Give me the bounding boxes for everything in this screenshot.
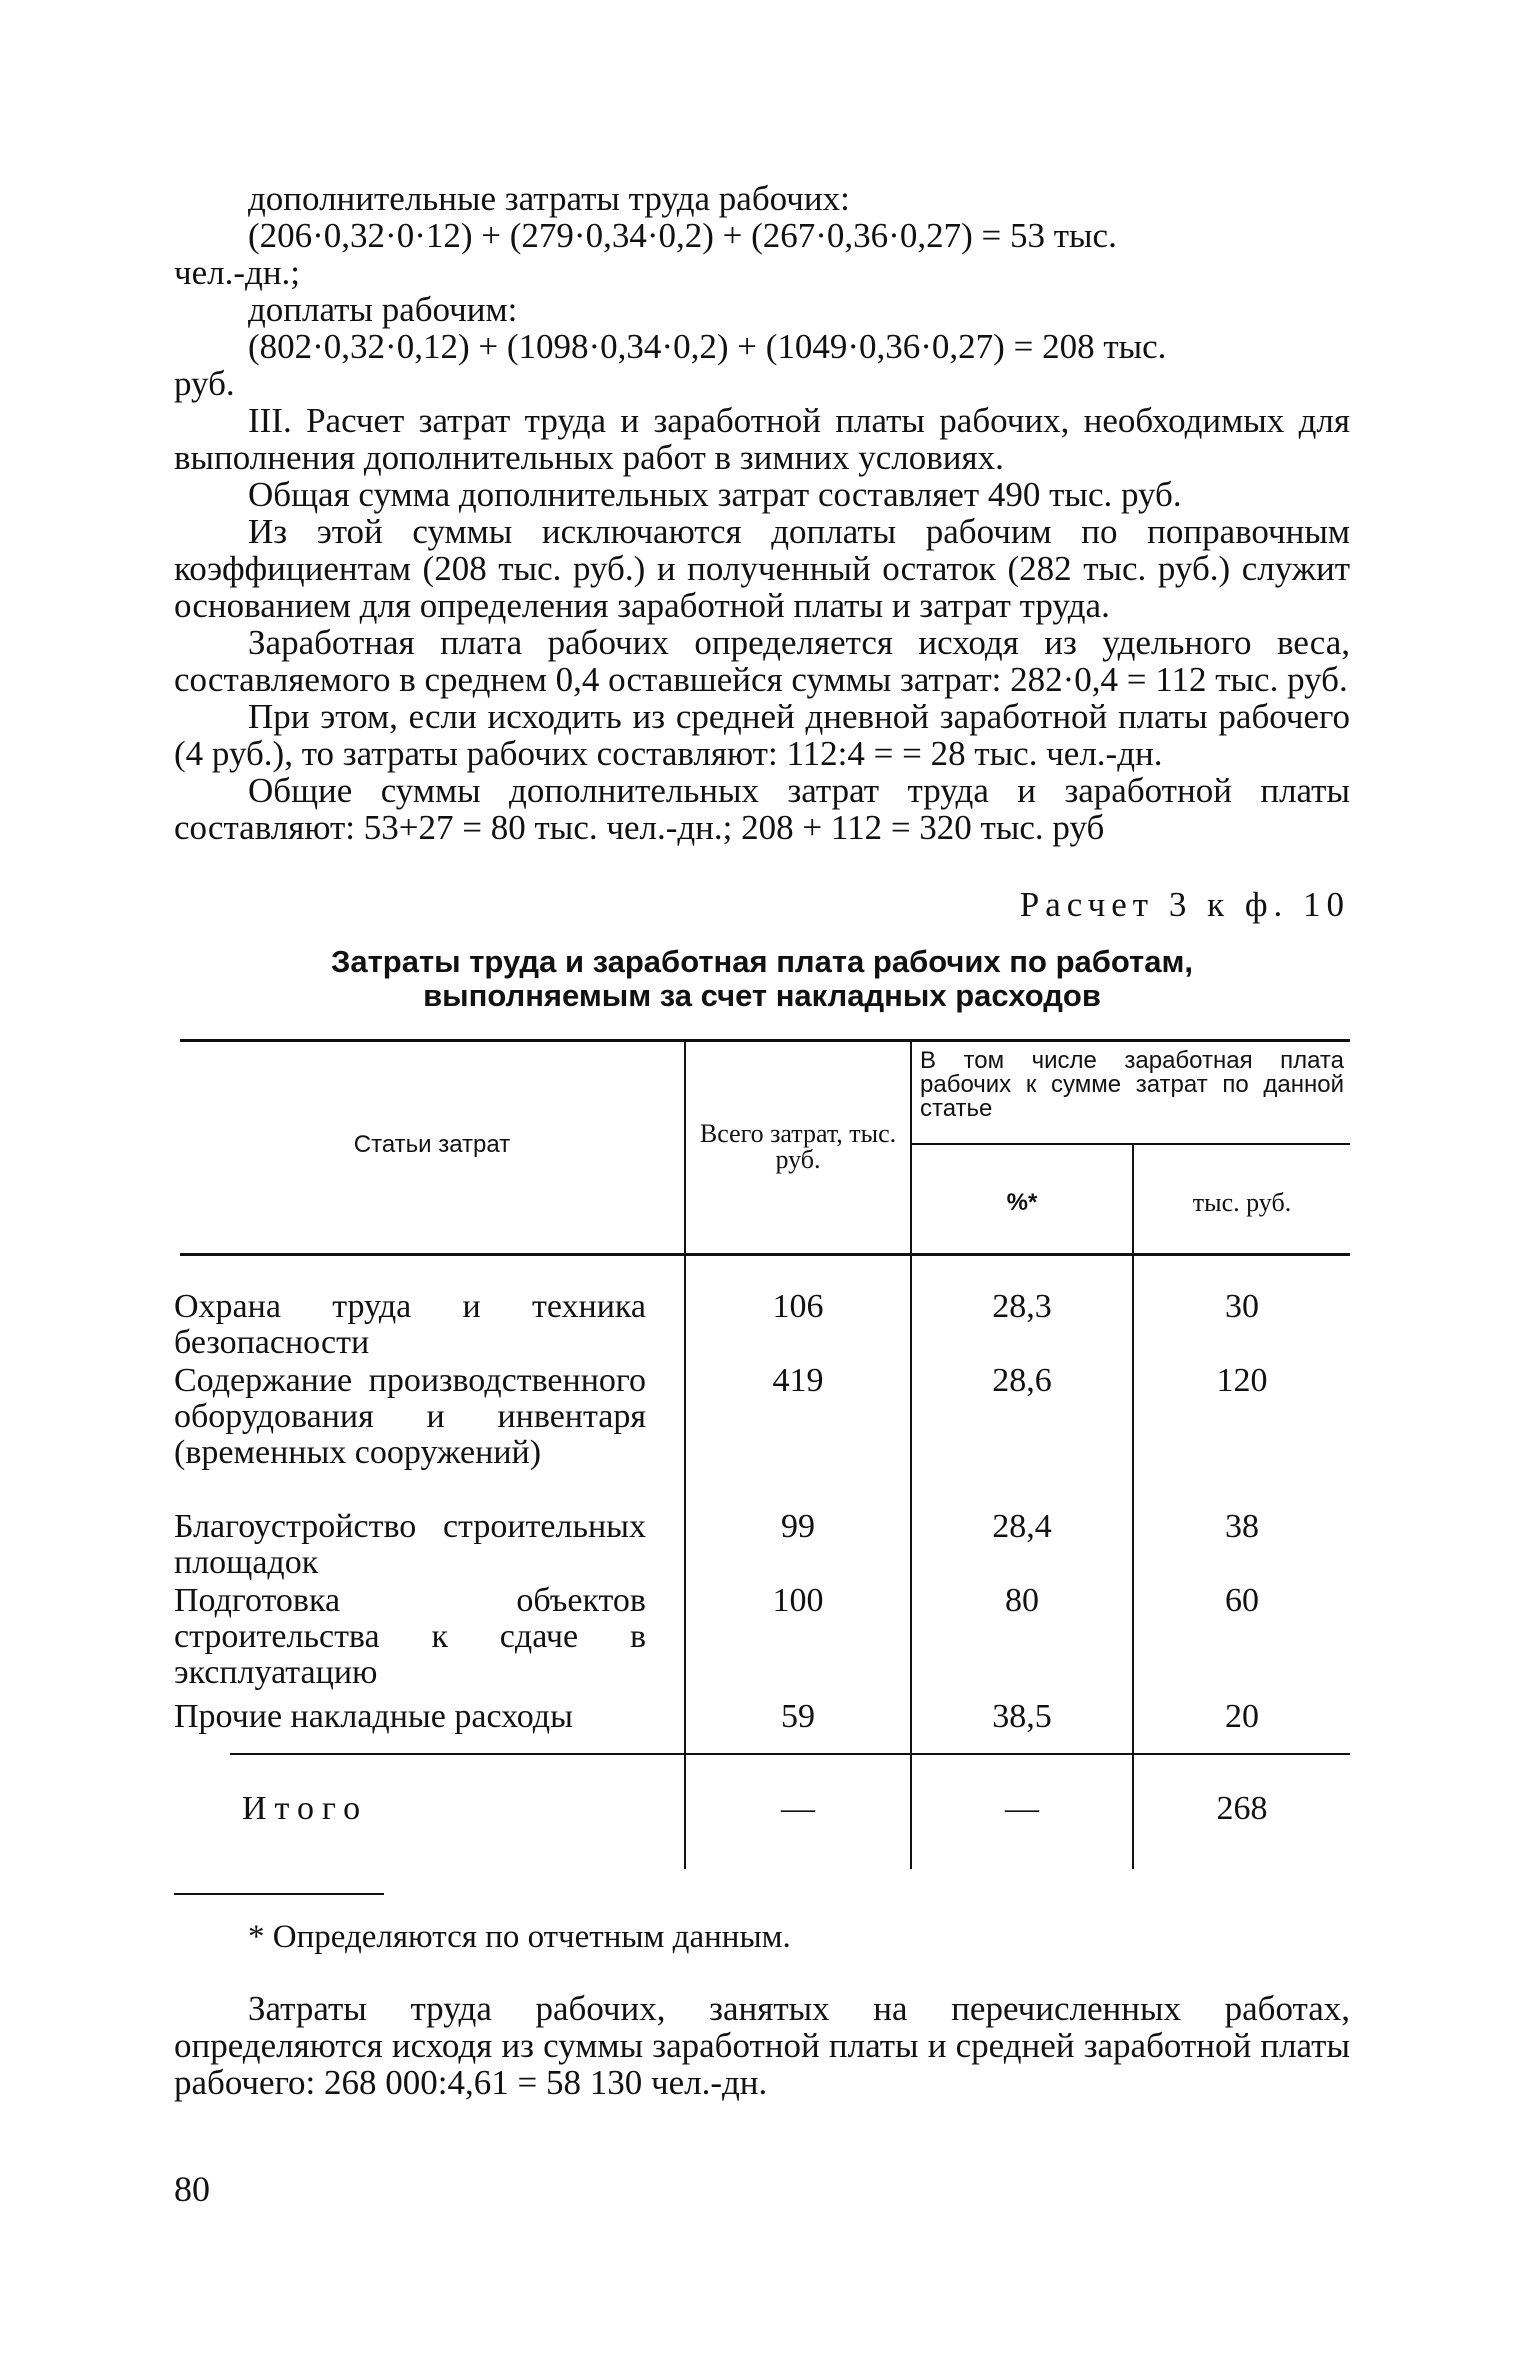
table-row-total: 100	[772, 1582, 824, 1619]
data-table	[174, 1039, 1350, 1869]
paragraph: Из этой суммы исключаются доплаты рабочим по поправочным коэффициентам (208 тыс. руб.) и полученный остаток (282 тыс. руб.) служит основанием для определения заработной платы и затрат труда.	[174, 512, 1350, 625]
header-rub: тыс. руб.	[1192, 1188, 1292, 1217]
header-wage-group: В том числе заработная плата рабочих к сумме затрат по данной статье	[920, 1047, 1344, 1122]
table-row-percent: 38,5	[992, 1698, 1052, 1735]
group-header-rule	[910, 1143, 1350, 1145]
header-items: Статьи затрат	[353, 1131, 511, 1158]
table-row-rub: 60	[1225, 1582, 1259, 1619]
footnote-rule	[174, 1893, 384, 1895]
table-row-total: 59	[781, 1698, 815, 1735]
paragraph: Общая сумма дополнительных затрат составляет 490 тыс. руб.	[248, 475, 1182, 514]
footnote-block	[174, 1893, 1350, 1956]
total-label: Итого	[242, 1790, 369, 1827]
paragraph: доплаты рабочим:	[248, 290, 518, 329]
table-row-percent: 80	[1005, 1582, 1039, 1619]
total-rub: 268	[1216, 1790, 1268, 1827]
paragraph: Заработная плата рабочих определяется исходя из удельного веса, составляемого в среднем 0,4 оставшейся суммы затрат: 282·0,4 = 112 тыс. руб.	[174, 623, 1350, 699]
table-row-rub: 120	[1216, 1362, 1268, 1399]
header-percent: %*	[1006, 1189, 1038, 1216]
table-title-line: выполняемым за счет накладных расходов	[423, 978, 1101, 1013]
header-bottom-rule	[180, 1253, 1350, 1256]
calculation-reference: Расчет 3 к ф. 10	[1019, 885, 1350, 924]
column-divider	[910, 1039, 912, 1869]
table-row-item: Благоустройство строительных площадок	[174, 1508, 646, 1581]
table-row-item: Прочие накладные расходы	[174, 1698, 573, 1735]
table-row-rub: 20	[1225, 1698, 1259, 1735]
table-row-item: Содержание производственного оборудования и инвентаря (временных сооружений)	[174, 1362, 646, 1471]
table-row-item: Охрана труда и техника безопасности	[174, 1288, 646, 1361]
table-row-total: 106	[772, 1288, 824, 1325]
total-sum: —	[781, 1790, 815, 1827]
column-divider	[1132, 1145, 1134, 1869]
footnote: * Определяются по отчетным данным.	[248, 1919, 791, 1955]
paragraph: При этом, если исходить из средней дневной заработной платы рабочего (4 руб.), то затраты рабочих составляют: 112:4 = = 28 тыс. чел.-дн.	[174, 697, 1350, 773]
table-row-total: 99	[781, 1508, 815, 1545]
table-row-rub: 30	[1225, 1288, 1259, 1325]
closing-paragraph: Затраты труда рабочих, занятых на перечисленных работах, определяются исходя из суммы заработной платы и средней заработной платы рабочего: 268 000:4,61 = 58 130 чел.-дн.	[174, 1989, 1350, 2102]
section-heading: III. Расчет затрат труда и заработной платы рабочих, необходимых для выполнения дополнительных работ в зимних условиях.	[174, 401, 1350, 477]
table-row-rub: 38	[1225, 1508, 1259, 1545]
table-row-percent: 28,3	[992, 1288, 1052, 1325]
page-number: 80	[174, 2169, 210, 2209]
page-content	[174, 180, 1350, 2101]
table-title-line: Затраты труда и заработная плата рабочих по работам,	[330, 944, 1194, 979]
paragraph: дополнительные затраты труда рабочих:	[248, 179, 850, 218]
formula-pay-unit: руб.	[174, 364, 235, 403]
formula-pay: (802·0,32·0,12) + (1098·0,34·0,2) + (1049·0,36·0,27) = 208 тыс.	[248, 327, 1167, 366]
formula-labor: (206·0,32·0·12) + (279·0,34·0,2) + (267·0,36·0,27) = 53 тыс.	[248, 216, 1117, 255]
formula-labor-unit: чел.-дн.;	[174, 253, 301, 292]
table-title	[174, 945, 1350, 1013]
table-top-rule	[180, 1039, 1350, 1042]
header-total: Всего затрат, тыс. руб.	[699, 1119, 897, 1174]
table-row-percent: 28,6	[992, 1362, 1052, 1399]
table-row-total: 419	[772, 1362, 824, 1399]
paragraph: Общие суммы дополнительных затрат труда и заработной платы составляют: 53+27 = 80 тыс. чел.-дн.; 208 + 112 = 320 тыс. руб	[174, 771, 1350, 847]
total-percent: —	[1005, 1790, 1039, 1827]
table-row-percent: 28,4	[992, 1508, 1052, 1545]
total-separator-rule	[230, 1753, 1350, 1755]
table-row-item: Подготовка объектов строительства к сдаче в эксплуатацию	[174, 1582, 646, 1691]
